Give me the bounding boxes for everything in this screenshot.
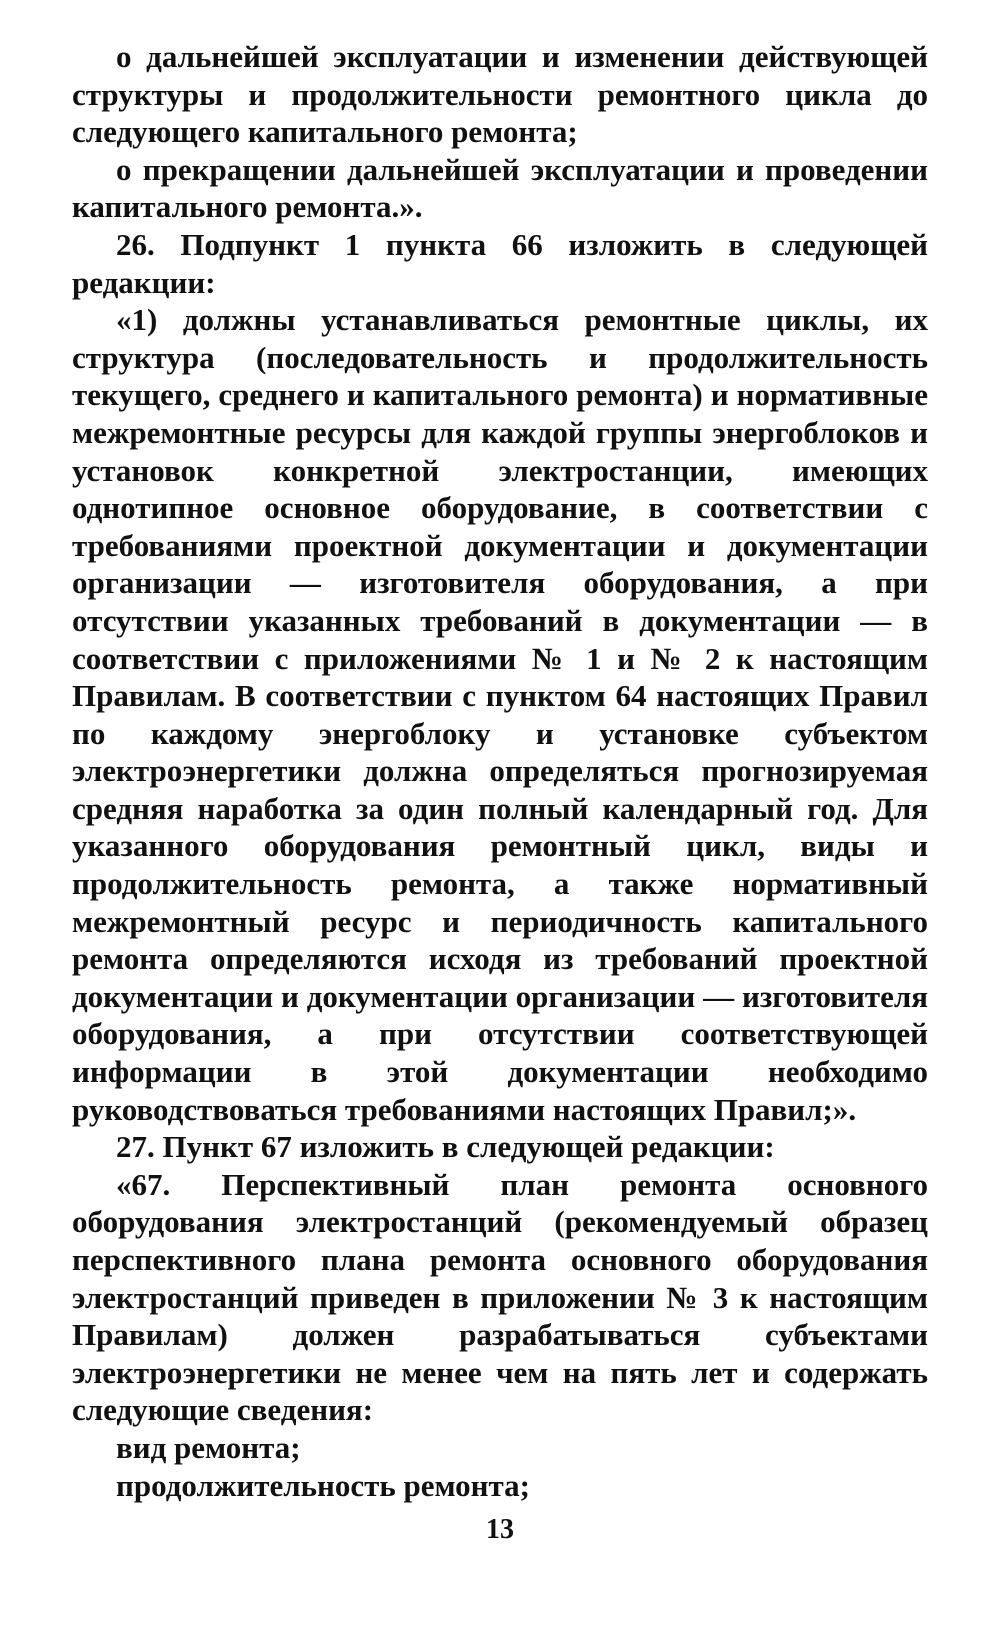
paragraph-3: 26. Подпункт 1 пункта 66 изложить в следующей редакции: [72, 226, 928, 300]
paragraph-6: «67. Перспективный план ремонта основного оборудования электростанций (рекомендуемый образец перспективного плана ремонта основного оборудования электростанций приведен в приложении № 3 к настоящим Правилам) должен разрабатываться субъектами электроэнергетики не менее чем на пять лет и содержать следующие сведения: [72, 1166, 928, 1428]
paragraph-5: 27. Пункт 67 изложить в следующей редакции: [116, 1129, 775, 1165]
paragraph-8: продолжительность ремонта; [116, 1467, 530, 1503]
paragraph-2: о прекращении дальнейшей эксплуатации и проведении капитального ремонта.». [72, 151, 928, 225]
document-page [72, 38, 928, 1504]
paragraph-7: вид ремонта; [116, 1429, 301, 1465]
paragraph-1: о дальнейшей эксплуатации и изменении действующей структуры и продолжительности ремонтного цикла до следующего капитального ремонта; [72, 39, 928, 150]
page-number: 13 [486, 1514, 514, 1545]
paragraph-4: «1) должны устанавливаться ремонтные циклы, их структура (последовательность и продолжительность текущего, среднего и капитального ремонта) и нормативные межремонтные ресурсы для каждой группы энергоблоков и установок конкретной электростанции, имеющих однотипное основное оборудование, в соответствии с требованиями проектной документации и документации организации — изготовителя оборудования, а при отсутствии указанных требований в документации — в соответствии с приложениями № 1 и № 2 к настоящим Правилам. В соответствии с пунктом 64 настоящих Правил по каждому энергоблоку и установке субъектом электроэнергетики должна определяться прогнозируемая средняя наработка за один полный календарный год. Для указанного оборудования ремонтный цикл, виды и продолжительность ремонта, а также нормативный межремонтный ресурс и периодичность капитального ремонта определяются исходя из требований проектной документации и документации организации — изготовителя оборудования, а при отсутствии соответствующей информации в этой документации необходимо руководствоваться требованиями настоящих Правил;». [72, 302, 928, 1127]
